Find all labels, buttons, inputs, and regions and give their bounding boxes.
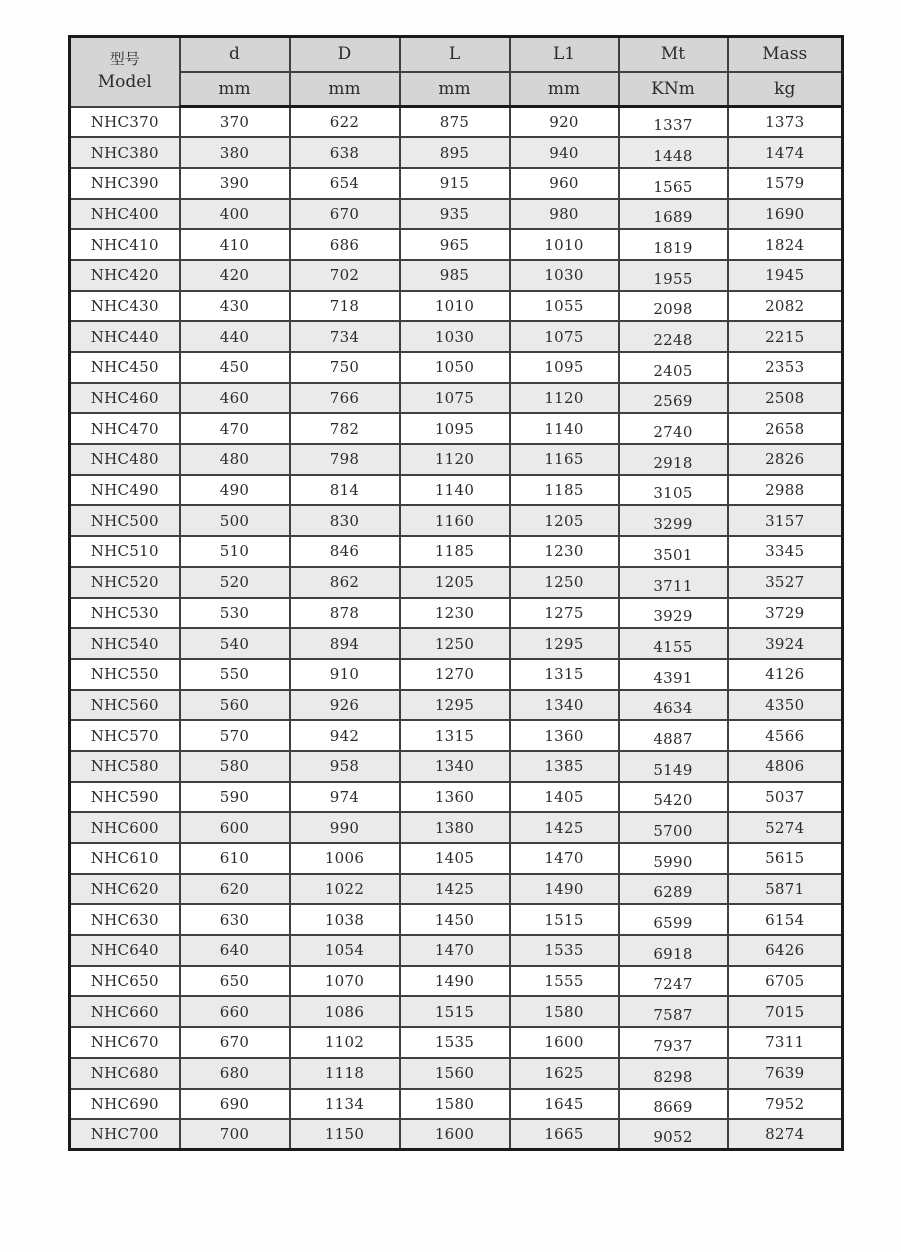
value-cell-d: 660 xyxy=(180,996,290,1027)
table-row xyxy=(70,874,843,905)
value-cell-d: 490 xyxy=(180,475,290,506)
value-cell-Mt: 1819 xyxy=(619,229,728,260)
value-cell-Mt: 4155 xyxy=(619,628,728,659)
value-cell-Mt: 3299 xyxy=(619,505,728,536)
value-cell-d: 560 xyxy=(180,690,290,721)
table-row xyxy=(70,628,843,659)
value-cell-D: 1102 xyxy=(290,1027,400,1058)
model-cell: NHC450 xyxy=(70,352,180,383)
value-cell-Mt: 7247 xyxy=(619,966,728,997)
value-cell-Mass: 4126 xyxy=(728,659,843,690)
value-cell-Mass: 5274 xyxy=(728,812,843,843)
value-cell-L1: 1555 xyxy=(510,966,619,997)
value-cell-Mass: 1945 xyxy=(728,260,843,291)
value-cell-D: 1070 xyxy=(290,966,400,997)
value-cell-Mt: 3929 xyxy=(619,598,728,629)
value-cell-d: 630 xyxy=(180,904,290,935)
value-cell-Mass: 4566 xyxy=(728,720,843,751)
table-row xyxy=(70,935,843,966)
col-header-Mt: Mt xyxy=(619,37,728,72)
value-cell-Mass: 5615 xyxy=(728,843,843,874)
value-cell-D: 1006 xyxy=(290,843,400,874)
value-cell-d: 520 xyxy=(180,567,290,598)
value-cell-Mass: 8274 xyxy=(728,1119,843,1150)
value-cell-L1: 1425 xyxy=(510,812,619,843)
value-cell-L1: 1075 xyxy=(510,321,619,352)
value-cell-Mt: 3105 xyxy=(619,475,728,506)
value-cell-L: 1010 xyxy=(400,291,510,322)
table-row xyxy=(70,659,843,690)
model-cell: NHC530 xyxy=(70,598,180,629)
value-cell-d: 640 xyxy=(180,935,290,966)
value-cell-L: 1425 xyxy=(400,874,510,905)
value-cell-d: 400 xyxy=(180,199,290,230)
value-cell-L: 1380 xyxy=(400,812,510,843)
model-cell: NHC680 xyxy=(70,1058,180,1089)
value-cell-D: 798 xyxy=(290,444,400,475)
model-cell: NHC540 xyxy=(70,628,180,659)
model-cell: NHC420 xyxy=(70,260,180,291)
model-cell: NHC430 xyxy=(70,291,180,322)
model-cell: NHC570 xyxy=(70,720,180,751)
value-cell-Mt: 1689 xyxy=(619,199,728,230)
value-cell-d: 470 xyxy=(180,413,290,444)
model-cell: NHC380 xyxy=(70,137,180,168)
value-cell-Mt: 4634 xyxy=(619,690,728,721)
model-cell: NHC400 xyxy=(70,199,180,230)
model-cell: NHC550 xyxy=(70,659,180,690)
unit-header-d: mm xyxy=(180,72,290,107)
table-row xyxy=(70,1089,843,1120)
table-row xyxy=(70,690,843,721)
value-cell-L: 1535 xyxy=(400,1027,510,1058)
value-cell-Mass: 2082 xyxy=(728,291,843,322)
table-row xyxy=(70,168,843,199)
value-cell-Mt: 2098 xyxy=(619,291,728,322)
value-cell-d: 430 xyxy=(180,291,290,322)
value-cell-D: 702 xyxy=(290,260,400,291)
value-cell-L1: 1625 xyxy=(510,1058,619,1089)
value-cell-D: 750 xyxy=(290,352,400,383)
value-cell-d: 620 xyxy=(180,874,290,905)
value-cell-Mass: 4350 xyxy=(728,690,843,721)
col-header-D: D xyxy=(290,37,400,72)
value-cell-Mt: 7937 xyxy=(619,1027,728,1058)
value-cell-L: 1600 xyxy=(400,1119,510,1150)
value-cell-L1: 1385 xyxy=(510,751,619,782)
value-cell-Mt: 2569 xyxy=(619,383,728,414)
value-cell-d: 370 xyxy=(180,107,290,138)
value-cell-L1: 1185 xyxy=(510,475,619,506)
table-header xyxy=(70,37,843,107)
model-cell: NHC640 xyxy=(70,935,180,966)
value-cell-Mass: 7952 xyxy=(728,1089,843,1120)
table-row xyxy=(70,321,843,352)
value-cell-L: 1205 xyxy=(400,567,510,598)
value-cell-Mt: 2248 xyxy=(619,321,728,352)
table-row xyxy=(70,1027,843,1058)
value-cell-L1: 1600 xyxy=(510,1027,619,1058)
value-cell-L: 1340 xyxy=(400,751,510,782)
value-cell-Mt: 4887 xyxy=(619,720,728,751)
value-cell-Mt: 8669 xyxy=(619,1089,728,1120)
model-header-en: Model xyxy=(97,72,152,93)
value-cell-D: 686 xyxy=(290,229,400,260)
value-cell-L1: 920 xyxy=(510,107,619,138)
value-cell-D: 910 xyxy=(290,659,400,690)
value-cell-Mt: 6289 xyxy=(619,874,728,905)
model-header-cn: 型号 xyxy=(109,49,140,68)
value-cell-L1: 1405 xyxy=(510,782,619,813)
value-cell-d: 590 xyxy=(180,782,290,813)
value-cell-Mass: 5871 xyxy=(728,874,843,905)
value-cell-Mass: 1474 xyxy=(728,137,843,168)
value-cell-Mass: 6705 xyxy=(728,966,843,997)
value-cell-L1: 1315 xyxy=(510,659,619,690)
value-cell-Mass: 7015 xyxy=(728,996,843,1027)
value-cell-d: 550 xyxy=(180,659,290,690)
value-cell-L1: 1580 xyxy=(510,996,619,1027)
value-cell-L: 1075 xyxy=(400,383,510,414)
value-cell-D: 718 xyxy=(290,291,400,322)
value-cell-D: 878 xyxy=(290,598,400,629)
value-cell-D: 974 xyxy=(290,782,400,813)
value-cell-L: 1560 xyxy=(400,1058,510,1089)
value-cell-Mt: 4391 xyxy=(619,659,728,690)
model-cell: NHC650 xyxy=(70,966,180,997)
model-cell: NHC490 xyxy=(70,475,180,506)
value-cell-L1: 1095 xyxy=(510,352,619,383)
table-row xyxy=(70,966,843,997)
value-cell-L: 1030 xyxy=(400,321,510,352)
table-row xyxy=(70,291,843,322)
value-cell-D: 1150 xyxy=(290,1119,400,1150)
model-cell: NHC630 xyxy=(70,904,180,935)
value-cell-Mt: 1565 xyxy=(619,168,728,199)
value-cell-D: 846 xyxy=(290,536,400,567)
value-cell-Mass: 6426 xyxy=(728,935,843,966)
table-row xyxy=(70,352,843,383)
col-header-L1: L1 xyxy=(510,37,619,72)
model-cell: NHC500 xyxy=(70,505,180,536)
col-header-L: L xyxy=(400,37,510,72)
value-cell-Mass: 7311 xyxy=(728,1027,843,1058)
value-cell-Mass: 3527 xyxy=(728,567,843,598)
value-cell-L1: 1490 xyxy=(510,874,619,905)
value-cell-Mass: 7639 xyxy=(728,1058,843,1089)
value-cell-L1: 1010 xyxy=(510,229,619,260)
value-cell-Mt: 7587 xyxy=(619,996,728,1027)
value-cell-Mass: 1824 xyxy=(728,229,843,260)
value-cell-Mt: 9052 xyxy=(619,1119,728,1150)
value-cell-L: 1315 xyxy=(400,720,510,751)
table-row xyxy=(70,229,843,260)
value-cell-L1: 1030 xyxy=(510,260,619,291)
value-cell-L: 1295 xyxy=(400,690,510,721)
value-cell-L: 1580 xyxy=(400,1089,510,1120)
value-cell-L1: 1230 xyxy=(510,536,619,567)
value-cell-L1: 1340 xyxy=(510,690,619,721)
value-cell-L: 1230 xyxy=(400,598,510,629)
value-cell-Mt: 2918 xyxy=(619,444,728,475)
value-cell-L1: 1140 xyxy=(510,413,619,444)
value-cell-Mt: 2405 xyxy=(619,352,728,383)
model-cell: NHC700 xyxy=(70,1119,180,1150)
value-cell-D: 814 xyxy=(290,475,400,506)
value-cell-Mass: 1690 xyxy=(728,199,843,230)
value-cell-d: 580 xyxy=(180,751,290,782)
value-cell-d: 500 xyxy=(180,505,290,536)
value-cell-D: 622 xyxy=(290,107,400,138)
value-cell-L: 1490 xyxy=(400,966,510,997)
value-cell-L1: 1515 xyxy=(510,904,619,935)
value-cell-L1: 1295 xyxy=(510,628,619,659)
table-row xyxy=(70,598,843,629)
header-row-units xyxy=(70,72,843,107)
value-cell-Mass: 4806 xyxy=(728,751,843,782)
value-cell-L1: 960 xyxy=(510,168,619,199)
value-cell-L: 895 xyxy=(400,137,510,168)
value-cell-Mt: 6599 xyxy=(619,904,728,935)
value-cell-D: 638 xyxy=(290,137,400,168)
value-cell-L1: 1055 xyxy=(510,291,619,322)
value-cell-Mass: 1579 xyxy=(728,168,843,199)
value-cell-L: 1405 xyxy=(400,843,510,874)
value-cell-Mt: 2740 xyxy=(619,413,728,444)
value-cell-Mass: 2215 xyxy=(728,321,843,352)
value-cell-L1: 1165 xyxy=(510,444,619,475)
value-cell-Mt: 1448 xyxy=(619,137,728,168)
value-cell-d: 680 xyxy=(180,1058,290,1089)
table-row xyxy=(70,260,843,291)
value-cell-d: 450 xyxy=(180,352,290,383)
value-cell-L: 915 xyxy=(400,168,510,199)
value-cell-L1: 1470 xyxy=(510,843,619,874)
model-cell: NHC690 xyxy=(70,1089,180,1120)
value-cell-d: 410 xyxy=(180,229,290,260)
value-cell-Mass: 6154 xyxy=(728,904,843,935)
value-cell-D: 942 xyxy=(290,720,400,751)
value-cell-d: 510 xyxy=(180,536,290,567)
value-cell-Mass: 3345 xyxy=(728,536,843,567)
value-cell-Mt: 6918 xyxy=(619,935,728,966)
unit-header-D: mm xyxy=(290,72,400,107)
value-cell-L: 965 xyxy=(400,229,510,260)
value-cell-L: 1140 xyxy=(400,475,510,506)
value-cell-d: 380 xyxy=(180,137,290,168)
value-cell-L1: 1275 xyxy=(510,598,619,629)
value-cell-D: 862 xyxy=(290,567,400,598)
model-cell: NHC660 xyxy=(70,996,180,1027)
model-cell: NHC390 xyxy=(70,168,180,199)
value-cell-Mass: 2508 xyxy=(728,383,843,414)
model-cell: NHC590 xyxy=(70,782,180,813)
value-cell-D: 958 xyxy=(290,751,400,782)
model-cell: NHC580 xyxy=(70,751,180,782)
table-row xyxy=(70,199,843,230)
value-cell-L1: 1665 xyxy=(510,1119,619,1150)
model-cell: NHC460 xyxy=(70,383,180,414)
value-cell-d: 440 xyxy=(180,321,290,352)
value-cell-D: 1134 xyxy=(290,1089,400,1120)
table-row xyxy=(70,782,843,813)
value-cell-D: 782 xyxy=(290,413,400,444)
unit-header-Mt: KNm xyxy=(619,72,728,107)
value-cell-L: 1515 xyxy=(400,996,510,1027)
value-cell-d: 670 xyxy=(180,1027,290,1058)
value-cell-L1: 1250 xyxy=(510,567,619,598)
table-row xyxy=(70,843,843,874)
value-cell-L: 985 xyxy=(400,260,510,291)
value-cell-d: 690 xyxy=(180,1089,290,1120)
table-row xyxy=(70,536,843,567)
value-cell-d: 530 xyxy=(180,598,290,629)
table-row xyxy=(70,751,843,782)
value-cell-L1: 1120 xyxy=(510,383,619,414)
table-row xyxy=(70,413,843,444)
value-cell-L: 1050 xyxy=(400,352,510,383)
table-row xyxy=(70,137,843,168)
col-header-d: d xyxy=(180,37,290,72)
value-cell-D: 670 xyxy=(290,199,400,230)
value-cell-Mass: 2988 xyxy=(728,475,843,506)
value-cell-d: 420 xyxy=(180,260,290,291)
value-cell-D: 990 xyxy=(290,812,400,843)
model-cell: NHC520 xyxy=(70,567,180,598)
value-cell-L1: 1535 xyxy=(510,935,619,966)
value-cell-D: 1086 xyxy=(290,996,400,1027)
value-cell-Mass: 5037 xyxy=(728,782,843,813)
col-header-model xyxy=(70,37,180,107)
value-cell-L: 1185 xyxy=(400,536,510,567)
value-cell-L: 1095 xyxy=(400,413,510,444)
value-cell-L: 1470 xyxy=(400,935,510,966)
table-row xyxy=(70,383,843,414)
model-cell: NHC370 xyxy=(70,107,180,138)
table-row xyxy=(70,1058,843,1089)
value-cell-Mt: 8298 xyxy=(619,1058,728,1089)
value-cell-L: 1120 xyxy=(400,444,510,475)
table-body xyxy=(70,107,843,1150)
table-row xyxy=(70,475,843,506)
table-row xyxy=(70,996,843,1027)
value-cell-D: 830 xyxy=(290,505,400,536)
value-cell-Mt: 1337 xyxy=(619,107,728,138)
value-cell-Mass: 2826 xyxy=(728,444,843,475)
value-cell-d: 600 xyxy=(180,812,290,843)
value-cell-Mt: 3501 xyxy=(619,536,728,567)
value-cell-D: 654 xyxy=(290,168,400,199)
value-cell-D: 926 xyxy=(290,690,400,721)
model-cell: NHC480 xyxy=(70,444,180,475)
model-cell: NHC410 xyxy=(70,229,180,260)
value-cell-d: 610 xyxy=(180,843,290,874)
model-cell: NHC440 xyxy=(70,321,180,352)
value-cell-Mt: 5990 xyxy=(619,843,728,874)
value-cell-D: 1038 xyxy=(290,904,400,935)
value-cell-d: 540 xyxy=(180,628,290,659)
value-cell-L1: 1645 xyxy=(510,1089,619,1120)
table-row xyxy=(70,107,843,138)
model-cell: NHC600 xyxy=(70,812,180,843)
value-cell-L: 1270 xyxy=(400,659,510,690)
model-cell: NHC620 xyxy=(70,874,180,905)
value-cell-D: 1022 xyxy=(290,874,400,905)
header-row-titles xyxy=(70,37,843,72)
unit-header-L1: mm xyxy=(510,72,619,107)
value-cell-Mt: 5700 xyxy=(619,812,728,843)
value-cell-Mt: 3711 xyxy=(619,567,728,598)
table-row xyxy=(70,904,843,935)
table-row xyxy=(70,567,843,598)
value-cell-d: 570 xyxy=(180,720,290,751)
value-cell-D: 1118 xyxy=(290,1058,400,1089)
value-cell-L1: 940 xyxy=(510,137,619,168)
value-cell-d: 700 xyxy=(180,1119,290,1150)
value-cell-D: 766 xyxy=(290,383,400,414)
value-cell-L: 1250 xyxy=(400,628,510,659)
value-cell-d: 480 xyxy=(180,444,290,475)
value-cell-L: 875 xyxy=(400,107,510,138)
spec-table xyxy=(68,35,844,1151)
model-cell: NHC510 xyxy=(70,536,180,567)
value-cell-Mass: 3924 xyxy=(728,628,843,659)
value-cell-L1: 980 xyxy=(510,199,619,230)
table-row xyxy=(70,444,843,475)
value-cell-d: 390 xyxy=(180,168,290,199)
table-row xyxy=(70,812,843,843)
value-cell-d: 460 xyxy=(180,383,290,414)
unit-header-Mass: kg xyxy=(728,72,843,107)
value-cell-L: 935 xyxy=(400,199,510,230)
value-cell-Mt: 5420 xyxy=(619,782,728,813)
unit-header-L: mm xyxy=(400,72,510,107)
value-cell-L: 1360 xyxy=(400,782,510,813)
value-cell-Mass: 1373 xyxy=(728,107,843,138)
value-cell-Mass: 2353 xyxy=(728,352,843,383)
table-row xyxy=(70,1119,843,1150)
value-cell-L1: 1360 xyxy=(510,720,619,751)
model-cell: NHC610 xyxy=(70,843,180,874)
value-cell-Mt: 5149 xyxy=(619,751,728,782)
col-header-Mass: Mass xyxy=(728,37,843,72)
table-row xyxy=(70,505,843,536)
value-cell-Mass: 3729 xyxy=(728,598,843,629)
value-cell-L1: 1205 xyxy=(510,505,619,536)
model-cell: NHC560 xyxy=(70,690,180,721)
value-cell-L: 1450 xyxy=(400,904,510,935)
value-cell-D: 894 xyxy=(290,628,400,659)
value-cell-D: 734 xyxy=(290,321,400,352)
model-cell: NHC670 xyxy=(70,1027,180,1058)
table-row xyxy=(70,720,843,751)
value-cell-D: 1054 xyxy=(290,935,400,966)
value-cell-Mass: 3157 xyxy=(728,505,843,536)
value-cell-Mass: 2658 xyxy=(728,413,843,444)
value-cell-d: 650 xyxy=(180,966,290,997)
model-cell: NHC470 xyxy=(70,413,180,444)
value-cell-L: 1160 xyxy=(400,505,510,536)
value-cell-Mt: 1955 xyxy=(619,260,728,291)
